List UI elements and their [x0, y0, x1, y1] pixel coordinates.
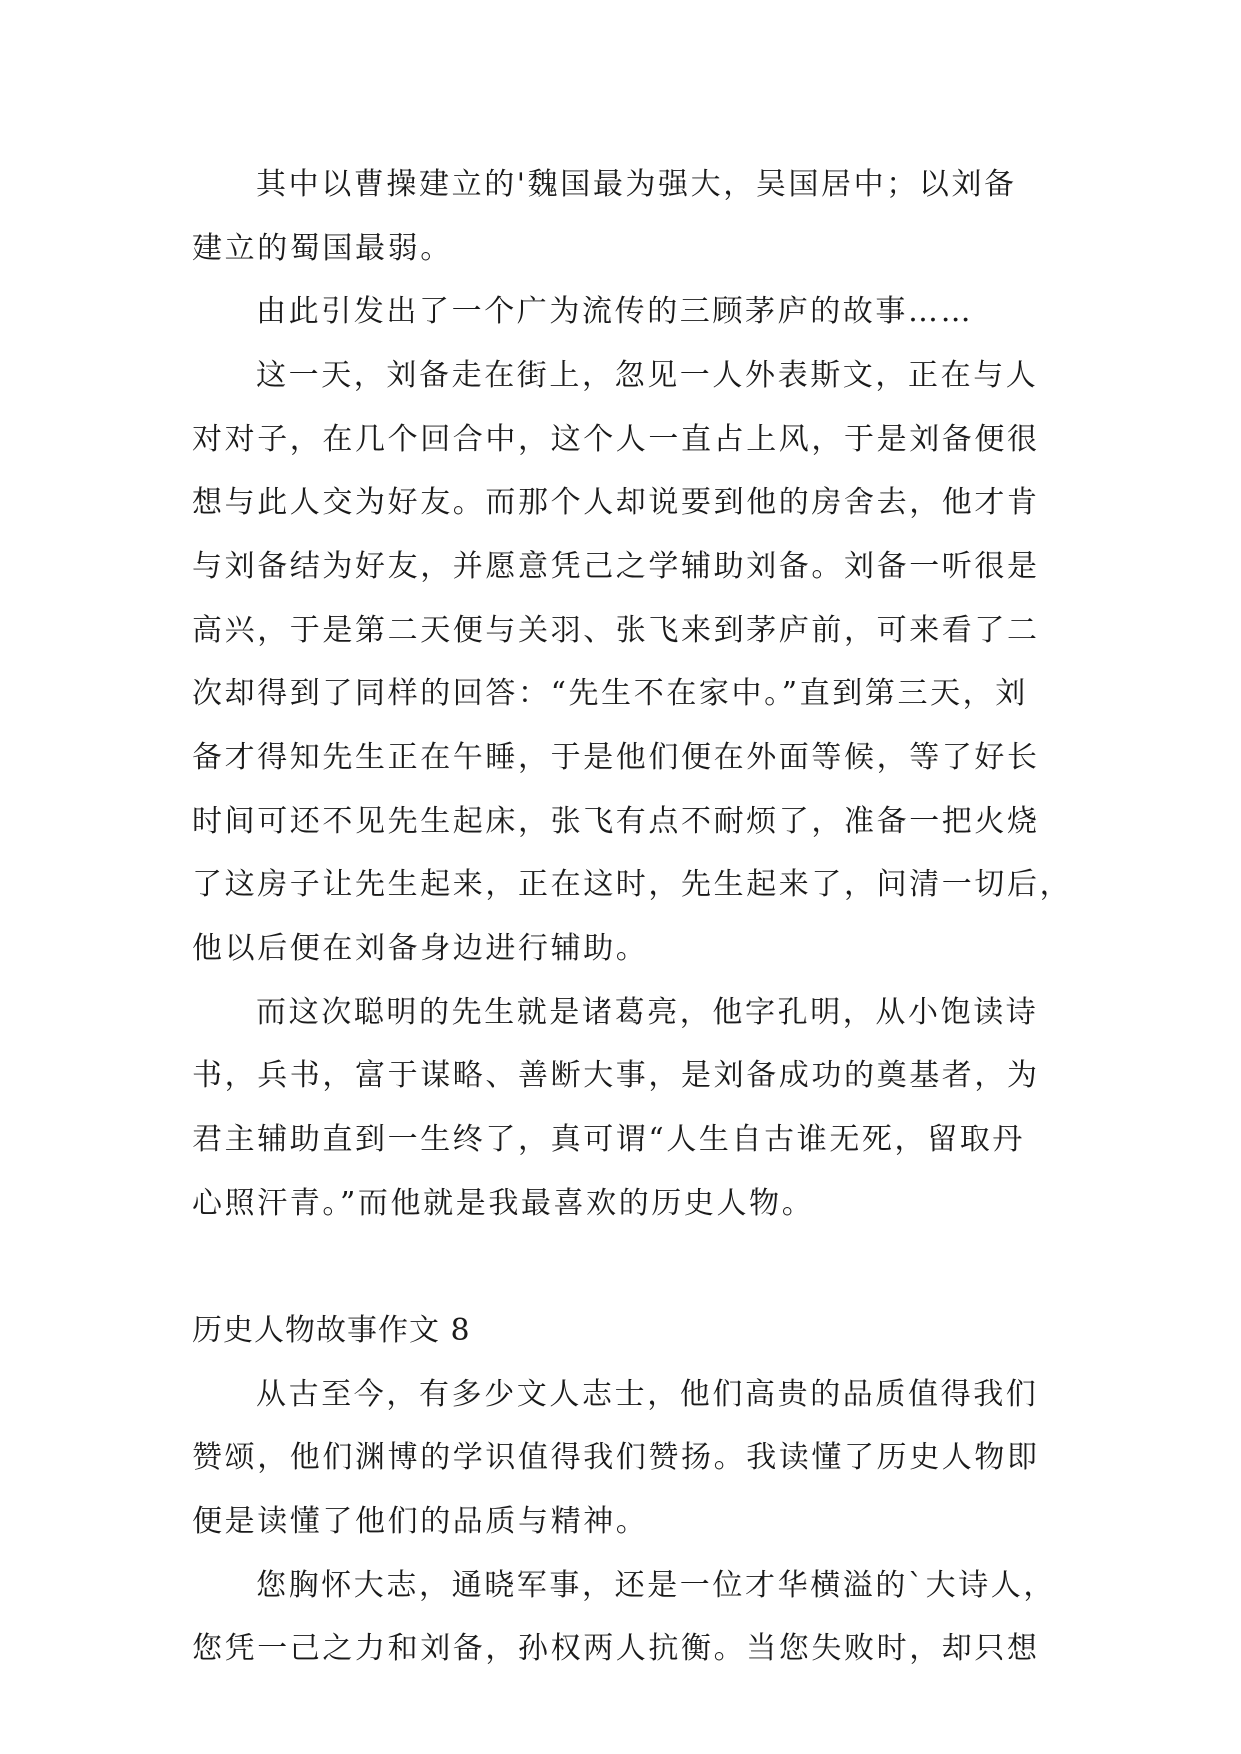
text-line: 赞颂，他们渊博的学识值得我们赞扬。我读懂了历史人物即 — [192, 1440, 1040, 1475]
section-heading: 历史人物故事作文 8 — [192, 1313, 471, 1348]
text-line: 想与此人交为好友。而那个人却说要到他的房舍去，他才肯 — [192, 485, 1040, 520]
text-line: 从古至今，有多少文人志士，他们高贵的品质值得我们 — [256, 1377, 1039, 1412]
text-line: 由此引发出了一个广为流传的三顾茅庐的故事…… — [256, 294, 974, 329]
text-line: 您凭一己之力和刘备，孙权两人抗衡。当您失败时，却只想 — [192, 1631, 1040, 1666]
text-line: 了这房子让先生起来，正在这时，先生起来了，问清一切后， — [192, 867, 1073, 902]
text-line: 君主辅助直到一生终了，真可谓“人生自古谁无死，留取丹 — [192, 1122, 1025, 1157]
text-line: 其中以曹操建立的'魏国最为强大，吴国居中；以刘备 — [256, 167, 1017, 202]
text-line: 高兴，于是第二天便与关羽、张飞来到茅庐前，可来看了二 — [192, 613, 1040, 648]
text-line: 书，兵书，富于谋略、善断大事，是刘备成功的奠基者，为 — [192, 1058, 1040, 1093]
text-line: 对对子，在几个回合中，这个人一直占上风，于是刘备便很 — [192, 422, 1040, 457]
text-line: 与刘备结为好友，并愿意凭己之学辅助刘备。刘备一听很是 — [192, 549, 1040, 584]
text-line: 建立的蜀国最弱。 — [192, 231, 453, 266]
text-line: 而这次聪明的先生就是诸葛亮，他字孔明，从小饱读诗 — [256, 995, 1039, 1030]
text-line: 备才得知先生正在午睡，于是他们便在外面等候，等了好长 — [192, 740, 1040, 775]
text-line: 次却得到了同样的回答：“先生不在家中。”直到第三天，刘 — [192, 676, 1028, 711]
text-line: 您胸怀大志，通晓军事，还是一位才华横溢的`大诗人， — [256, 1568, 1056, 1603]
text-line: 他以后便在刘备身边进行辅助。 — [192, 931, 649, 966]
text-line: 时间可还不见先生起床，张飞有点不耐烦了，准备一把火烧 — [192, 804, 1040, 839]
text-line: 心照汗青。”而他就是我最喜欢的历史人物。 — [192, 1186, 815, 1221]
text-line: 这一天，刘备走在街上，忽见一人外表斯文，正在与人 — [256, 358, 1039, 393]
text-line: 便是读懂了他们的品质与精神。 — [192, 1504, 649, 1539]
